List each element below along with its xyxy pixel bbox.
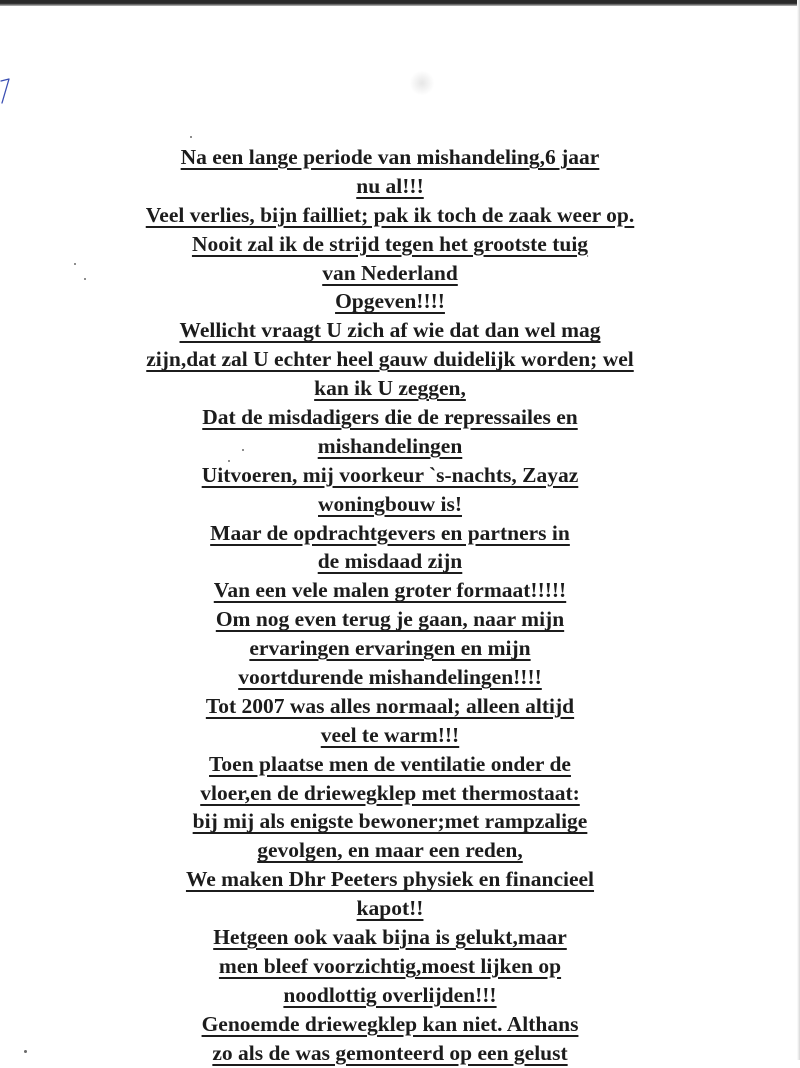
text-line: voortdurende mishandelingen!!!! — [238, 665, 542, 690]
text-line: Uitvoeren, mij voorkeur `s-nachts, Zayaz — [201, 462, 579, 487]
text-line: gevolgen, en maar een reden, — [257, 838, 523, 863]
handwritten-margin-mark — [0, 76, 14, 106]
text-line: de misdaad zijn — [317, 549, 463, 574]
text-line: Dat de misdadigers die de repressailes en — [202, 405, 578, 430]
text-line: veel te warm!!! — [320, 722, 460, 747]
text-line: Toen plaatse men de ventilatie onder de — [209, 751, 571, 776]
text-line: Opgeven!!!! — [335, 289, 445, 314]
text-line: Van een vele malen groter formaat!!!!! — [213, 578, 567, 603]
text-line: Wellicht vraagt U zich af wie dat dan wel mag — [179, 318, 601, 343]
text-line: bij mij als enigste bewoner;met rampzalige — [192, 809, 588, 834]
text-line: zijn,dat zal U echter heel gauw duidelijk worden; wel — [146, 347, 634, 372]
text-line: Hetgeen ook vaak bijna is gelukt,maar — [213, 925, 567, 950]
text-line: Om nog even terug je gaan, naar mijn — [215, 607, 565, 632]
text-line: Nooit zal ik de strijd tegen het grootste tuig — [191, 231, 589, 256]
text-line: Na een lange periode van mishandeling,6 jaar — [180, 145, 600, 169]
scan-smudge — [410, 70, 434, 96]
document-body — [40, 143, 740, 1068]
text-line: noodlottig overlijden!!! — [283, 982, 497, 1007]
text-line: woningbouw is! — [318, 491, 462, 516]
text-line: Maar de opdrachtgevers en partners in — [210, 520, 570, 545]
text-line: men bleef voorzichtig,moest lijken op — [218, 953, 562, 978]
text-line: mishandelingen — [317, 433, 463, 458]
scan-speck — [24, 1050, 27, 1053]
text-line: kan ik U zeggen, — [314, 376, 466, 401]
text-line: vloer,en de driewegklep met thermostaat: — [200, 780, 580, 805]
text-line: van Nederland — [322, 260, 458, 285]
text-line: ervaringen ervaringen en mijn — [249, 636, 531, 661]
scan-speck — [190, 136, 192, 138]
text-line: Genoemde driewegklep kan niet. Althans — [201, 1011, 579, 1036]
scan-top-edge — [0, 0, 800, 6]
text-line: zo als de was gemonteerd op een gelust — [212, 1040, 568, 1065]
text-line: kapot!! — [356, 896, 424, 921]
text-line: Tot 2007 was alles normaal; alleen altijd — [205, 693, 575, 718]
text-line: We maken Dhr Peeters physiek en financieel — [185, 867, 595, 892]
text-line: Veel verlies, bijn failliet; pak ik toch de zaak weer op. — [145, 202, 635, 227]
text-line: nu al!!! — [356, 173, 424, 198]
